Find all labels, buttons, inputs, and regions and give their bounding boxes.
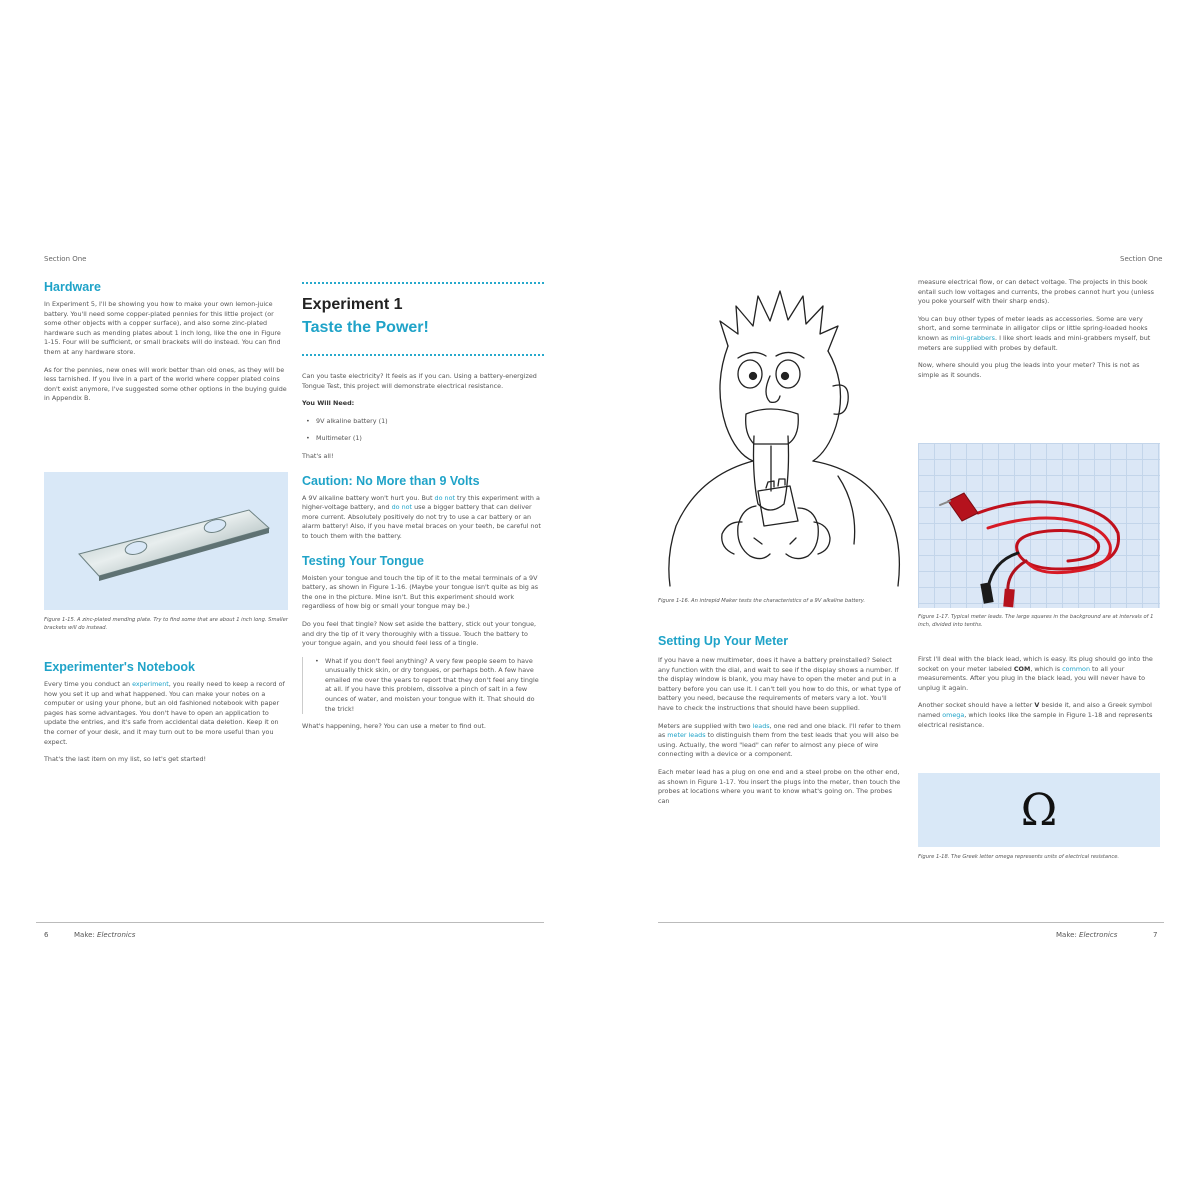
- experiment-body: [302, 372, 544, 740]
- col2-paragraph-3: Now, where should you plug the leads into your meter? This is not as simple as it sounds.: [918, 361, 1140, 379]
- hardware-paragraph-1: In Experiment 5, I'll be showing you how to make your own lemon-juice battery. You'll need some copper-plated pennies for this little project (or some other objects with a copper surface), and also some zinc-plated hardware such as mending plates about 1 inch long, like the one in Figure 1-15. Four will be sufficient, or small brackets will do instead. You can find them at any hardware store.: [44, 300, 281, 356]
- right-page-number: 7: [1153, 931, 1158, 939]
- col2-paragraph-2: You can buy other types of meter leads as accessories. Some are very short, and some terminate in alligator clips or little spring-loaded hooks known as mini-grabbers. I like short leads and mini-grabbers myself, but meters are supplied with probes by default.: [918, 314, 1151, 352]
- mending-plate-image: [44, 472, 288, 610]
- figure-16-caption: Figure 1-16. An intrepid Maker tests the characteristics of a 9V alkaline battery.: [658, 598, 866, 604]
- leads-link[interactable]: leads: [752, 721, 770, 730]
- mini-grabbers-link[interactable]: mini-grabbers: [950, 333, 995, 342]
- you-will-need-label: You Will Need:: [302, 399, 355, 408]
- figure-mending-plate: [44, 472, 288, 610]
- running-head-right: Section One: [1120, 255, 1163, 263]
- experiment-intro: Can you taste electricity? It feels as if you can. Using a battery-energized Tongue Test, this project will demonstrate electrical resistance.: [302, 372, 537, 390]
- testing-heading: Testing Your Tongue: [302, 553, 424, 568]
- running-head-left: Section One: [44, 255, 87, 263]
- hardware-heading: Hardware: [44, 280, 101, 294]
- common-link[interactable]: common: [1062, 664, 1091, 673]
- hardware-section: [44, 280, 288, 412]
- setup-heading: Setting Up Your Meter: [658, 634, 789, 648]
- right-footer-rule: [658, 922, 1164, 923]
- setup-paragraph-3: Each meter lead has a plug on one end and a steel probe on the other end, as shown in Figure 1-17. You insert the plugs into the meter, then touch the probes at locations where you want to know what's going on. The probes can: [658, 767, 901, 805]
- notebook-paragraph-2: That's the last item on my list, so let's get started!: [44, 755, 207, 764]
- need-item-battery: • 9V alkaline battery (1): [302, 417, 544, 427]
- caution-paragraph: A 9V alkaline battery won't hurt you. But do not try this experiment with a higher-voltage battery, and do not use a bigger battery that can deliver more current. Absolutely positively do not try to use a car battery or an alarm battery! Also, if you have metal braces on your teeth, be careful not to touch them with the battery.: [302, 493, 541, 540]
- meter-leads-image: [918, 443, 1160, 608]
- thats-all-text: That's all!: [302, 451, 334, 460]
- figure-meter-leads: [918, 443, 1160, 608]
- experiment-header: [302, 296, 544, 337]
- figure-18-caption: Figure 1-18. The Greek letter omega represents units of electrical resistance.: [918, 854, 1120, 860]
- left-page-number: 6: [44, 931, 49, 939]
- experiment-top-divider: [302, 282, 544, 284]
- tongue-test-drawing: [658, 276, 908, 594]
- experiment-link[interactable]: experiment: [132, 680, 169, 688]
- omega-link[interactable]: omega: [942, 710, 965, 719]
- col2-paragraph-4: First I'll deal with the black lead, which is easy. Its plug should go into the socket on your meter labeled COM, which is common to all your measurements. After you plug in the black lead, you will never have to unplug it again.: [918, 655, 1153, 692]
- figure-tongue-illustration: [658, 276, 908, 594]
- tip-box: [302, 657, 544, 715]
- right-column-bottom: [918, 655, 1160, 738]
- testing-paragraph-1: Moisten your tongue and touch the tip of it to the metal terminals of a 9V battery, as shown in Figure 1-16. (Maybe your tongue isn't quite as big as the one in the picture. Mine isn't. But this experiment should work regardless of how big or small your tongue may be.): [302, 573, 539, 611]
- col2-paragraph-5: Another socket should have a letter V beside it, and also a Greek symbol named omega, which looks like the sample in Figure 1-18 and represents electrical resistance.: [918, 701, 1153, 729]
- experiment-bottom-divider: [302, 354, 544, 356]
- experiment-label: Experiment 1: [302, 296, 403, 313]
- omega-symbol: Ω: [1020, 784, 1058, 836]
- notebook-heading: Experimenter's Notebook: [44, 660, 195, 674]
- right-column-top: [918, 278, 1160, 388]
- setup-paragraph-1: If you have a new multimeter, does it have a battery preinstalled? Select any function with the dial, and wait to see if the display shows a number. If the display window is blank, you may have to open the meter and put in a battery before you can use it. I can't tell you how to do this, or what type of battery you need, because the requirements of meters vary a lot. You'll have to check the instructions that should have been supplied.: [658, 656, 901, 712]
- setup-paragraph-2: Meters are supplied with two leads, one red and one black. I'll refer to them as meter leads to distinguish them from the test leads that you will also be using. Actually, the word "lead" can refer to almost any piece of wire connecting with a device or a component.: [658, 721, 901, 759]
- tip-bullet: • What if you don't feel anything? A very few people seem to have unusually thick skin, or dry tongues, or perhaps both. A few have emailed me over the years to report that they don't feel any tingle at all. If you have this problem, dissolve a pinch of salt in a few ounces of water, and moisten your tongue with it. That should do the trick!: [311, 657, 544, 715]
- right-footer-title: Make: Electronics: [1056, 931, 1118, 939]
- notebook-section: [44, 660, 288, 773]
- experiment-title: Taste the Power!: [302, 319, 429, 336]
- left-footer-rule: [36, 922, 544, 923]
- caution-heading: Caution: No More than 9 Volts: [302, 473, 480, 488]
- col2-paragraph-1: measure electrical flow, or can detect voltage. The projects in this book entail such low voltages and currents, the probes cannot hurt you (unless you poke yourself with their sharp ends).: [918, 278, 1154, 306]
- do-not-link-1[interactable]: do not: [434, 493, 455, 502]
- testing-paragraph-3: What's happening, here? You can use a meter to find out.: [302, 722, 486, 731]
- notebook-paragraph-1: Every time you conduct an experiment, you really need to keep a record of how you set it up and what happened. You can make your notes on a computer or using your phone, but an old fashioned notebook with paper pages has some advantages. You don't have to open an application to update the entries, and it's safe from accidental data deletion. Keep it on the corner of your desk, and it may turn out to be more useful than you expect.: [44, 680, 285, 746]
- setup-section: [658, 634, 904, 814]
- hardware-paragraph-2: As for the pennies, new ones will work better than old ones, as they will be less tarnished. If you live in a part of the world where copper plated coins don't exist anymore, I've suggested some other options in the buying guide in Appendix B.: [44, 365, 287, 403]
- meter-leads-link[interactable]: meter leads: [667, 731, 706, 740]
- figure-15-caption: Figure 1-15. A zinc-plated mending plate. Try to find some that are about 1 inch long. Smaller brackets will do instead.: [44, 617, 288, 631]
- figure-omega: [918, 773, 1160, 847]
- do-not-link-2[interactable]: do not: [391, 503, 413, 512]
- need-item-multimeter: • Multimeter (1): [302, 434, 544, 444]
- testing-paragraph-2: Do you feel that tingle? Now set aside the battery, stick out your tongue, and dry the tip of it very thoroughly with a tissue. Touch the battery to your tongue again, and you should feel less of a tingle.: [302, 619, 537, 648]
- left-footer-title: Make: Electronics: [74, 931, 136, 939]
- figure-17-caption: Figure 1-17. Typical meter leads. The large squares in the background are at intervals of 1 inch, divided into tenths.: [918, 614, 1154, 628]
